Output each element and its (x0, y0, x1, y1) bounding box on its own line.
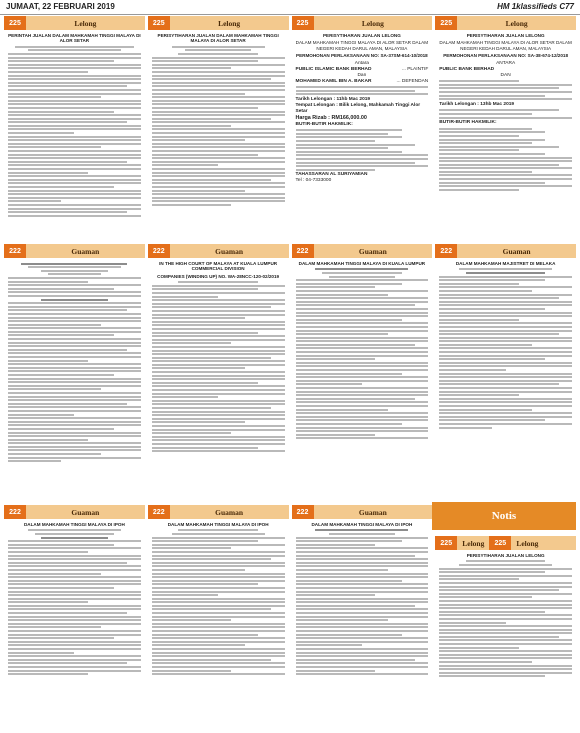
contact-name: TAHASSARAN AL SURIYAMIAN (295, 172, 368, 178)
auction-date: Tarikh Lelongan : 11hb Mac 2019 (295, 97, 371, 102)
category-label: Guaman (71, 246, 100, 256)
notice-body (4, 519, 145, 731)
notice-column (148, 505, 289, 731)
category-number: 222 (292, 505, 314, 519)
top-row (4, 16, 576, 238)
notice-title: DALAM MAHKAMAH TINGGI MALAYA DI KUALA LUMPUR (298, 261, 426, 266)
notice-subtitle: DALAM MAHKAMAH TINGGI MALAYA DI ALOR SETAR DALAM NEGERI KEDAH DARUL AMAN, MALAYSIA (439, 40, 572, 51)
guaman-band (148, 244, 289, 258)
case-number: PERMOHONAN PERLAKSANAAN NO: SA-37SM-614-10/2018 (296, 53, 428, 59)
category-number: 225 (489, 536, 511, 550)
notice-body (4, 30, 145, 238)
notice-column (292, 505, 433, 731)
category-number: 222 (4, 505, 26, 519)
reserve-price: Harga Rizab : RM166,000.00 (295, 115, 367, 121)
guaman-band (292, 505, 433, 519)
category-label: Guaman (358, 507, 387, 517)
lelong-band (435, 536, 576, 550)
lelong-band (435, 16, 576, 30)
category-label: Guaman (502, 246, 531, 256)
notice-body (435, 258, 576, 498)
notice-column (4, 244, 145, 498)
category-number: 225 (435, 536, 457, 550)
guaman-band (435, 244, 576, 258)
notice-title: DALAM MAHKAMAH TINGGI MALAYA DI IPOH (311, 522, 413, 527)
category-number: 222 (435, 244, 457, 258)
category-label: Guaman (358, 246, 387, 256)
notice-body (292, 258, 433, 498)
guaman-band (148, 505, 289, 519)
auction-date: Tarikh Lelongan : 13hb Mac 2019 (439, 101, 515, 107)
title-details-heading: BUTIR-BUTIR HAKMILIK: (295, 121, 353, 127)
guaman-band (4, 244, 145, 258)
notice-body (148, 258, 289, 498)
notice-body (148, 30, 289, 238)
header-date: JUMAAT, 22 FEBRUARI 2019 (6, 2, 115, 11)
header-section: HM 1klassifieds C77 (497, 2, 574, 11)
notice-body (435, 30, 576, 238)
between-label: Antara (354, 60, 369, 66)
lelong-band (148, 16, 289, 30)
defendant-name: MOHAMED KAMIL BIN A. BAKAR ... DEFENDAN (295, 78, 429, 84)
guaman-band (4, 505, 145, 519)
notice-body (292, 30, 433, 238)
notice-column (435, 536, 576, 731)
notice-column (292, 16, 433, 238)
page-header (0, 0, 580, 15)
category-label: Lelong (516, 538, 539, 548)
between-label: ANTARA (496, 60, 516, 66)
plaintiff-name: PUBLIC ISLAMIC BANK BERHAD ... PLAINTIF (295, 66, 429, 72)
notis-banner (432, 502, 576, 530)
notice-title: PERISYTIHARAN JUALAN LELONG (466, 33, 545, 38)
notice-column (4, 16, 145, 238)
category-label: Guaman (71, 507, 100, 517)
notice-column (148, 16, 289, 238)
and-label: DAN (500, 72, 511, 78)
category-number: 222 (148, 244, 170, 258)
notice-column (292, 244, 433, 498)
and-label: Dan (357, 72, 367, 78)
category-number: 225 (435, 16, 457, 30)
notice-title: PERISYTIHARAN JUALAN DALAM MAHKAMAH TINGGI MALAYA DI ALOR SETAR (157, 33, 279, 44)
notice-title: DALAM MAHKAMAH TINGGI MALAYA DI IPOH (23, 522, 125, 527)
category-number: 225 (4, 16, 26, 30)
middle-row (4, 244, 576, 498)
category-number: 222 (4, 244, 26, 258)
category-label: Lelong (218, 18, 241, 28)
notice-body (4, 258, 145, 498)
auction-place: Tempat Lelongan : Bilik Lelong, Mahkamah Tinggi Alor Setar (295, 103, 421, 114)
notice-column (435, 16, 576, 238)
notice-subtitle: COMPANIES (WINDING UP) NO. WA-28NCC-120-02/2019 (157, 273, 280, 279)
category-number: 225 (148, 16, 170, 30)
category-number: 225 (292, 16, 314, 30)
notice-column (435, 244, 576, 498)
category-label: Lelong (505, 18, 528, 28)
category-label: Lelong (74, 18, 97, 28)
notice-title: PERINTAH JUALAN DALAM MAHKAMAH TINGGI MALAYA DI ALOR SETAR (8, 33, 141, 44)
category-label: Lelong (462, 538, 485, 548)
notice-title: PERISYTIHARAN JUALAN LELONG (322, 33, 401, 38)
category-number: 222 (292, 244, 314, 258)
plaintiff-name: PUBLIC BANK BERHAD (439, 66, 495, 72)
notice-title: DALAM MAHKAMAH MAJISTRET DI MELAKA (455, 261, 556, 266)
notice-title: IN THE HIGH COURT OF MALAYA AT KUALA LUMPUR COMMERCIAL DIVISION (159, 261, 278, 272)
category-number: 222 (148, 505, 170, 519)
category-label: Guaman (215, 246, 244, 256)
lelong-band (4, 16, 145, 30)
category-label: Lelong (361, 18, 384, 28)
category-label: Guaman (215, 507, 244, 517)
notice-column (4, 505, 145, 731)
notice-body (292, 519, 433, 731)
notice-title: PERISYTIHARAN JUALAN LELONG (466, 553, 545, 558)
notice-column (148, 244, 289, 498)
guaman-band (292, 244, 433, 258)
lelong-band (292, 16, 433, 30)
contact-phone: Tel : 04-7333000 (295, 178, 332, 184)
notis-label: Notis (491, 510, 517, 522)
notice-title: DALAM MAHKAMAH TINGGI MALAYA DI IPOH (167, 522, 269, 527)
notice-body (148, 519, 289, 731)
notice-subtitle: DALAM MAHKAMAH TINGGI MALAYA DI ALOR SETAR DALAM NEGERI KEDAH DARUL AMAN, MALAYSIA (295, 40, 429, 51)
notice-body (435, 550, 576, 731)
case-number: PERMOHONAN PERLAKSANAAN NO: SA-38-674-12/2018 (443, 53, 569, 59)
title-details-heading: BUTIR-BUTIR HAKMILIK: (439, 120, 497, 126)
